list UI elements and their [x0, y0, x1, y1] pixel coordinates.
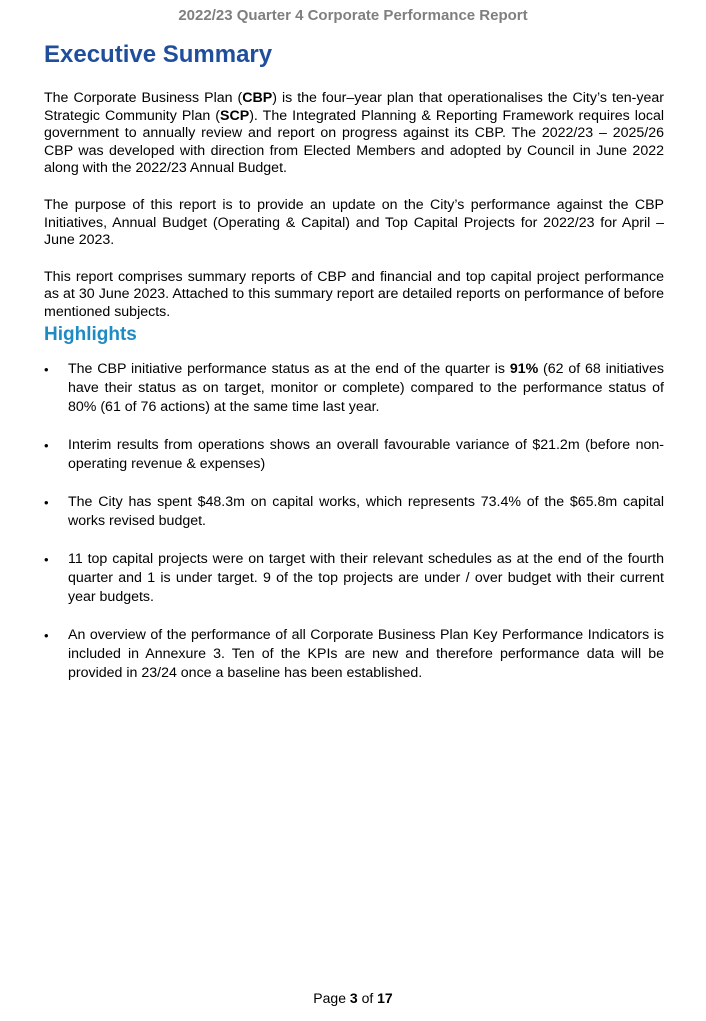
highlight-item-1 — [44, 360, 664, 417]
highlight-item-4 — [44, 550, 664, 607]
highlight-item-2 — [44, 436, 664, 474]
intro-paragraph-1 — [44, 90, 664, 178]
cbp-abbreviation: CBP — [242, 90, 273, 106]
page-word: Page — [313, 990, 346, 1006]
bullet-icon: • — [44, 362, 49, 377]
intro-p1-text-c: ) is the four–year plan that operationalises the City’s ten-year Strategic Community Plan ( — [44, 90, 664, 124]
intro-paragraph-2: The purpose of this report is to provide an update on the City’s performance against the CBP Initiatives, Annual Budget (Operating & Capital) and Top Capital Projects for 2022/23 for April – June 2023. — [44, 196, 664, 249]
highlight-4-text: 11 top capital projects were on target with their relevant schedules as at the end of the fourth quarter and 1 is under target. 9 of the top projects are under / over budget with their current year budgets. — [68, 551, 664, 605]
intro-p1-text-a: The Corporate Business Plan ( — [44, 90, 243, 106]
performance-percentage: 91% — [509, 361, 539, 377]
intro-p1-text-e: ). The Integrated Planning & Reporting Framework requires local government to annually review and report on progress against its CBP. The 2022/23 – 2025/26 CBP was developed with direction from Elected Members and adopted by Council in June 2022 along with the 2022/23 Annual Budget. — [44, 107, 664, 177]
bullet-icon: • — [44, 628, 49, 643]
highlight-2-text: Interim results from operations shows an overall favourable variance of $21.2m (before non-operating revenue & expenses) — [68, 437, 664, 472]
bullet-icon: • — [44, 495, 49, 510]
highlights-list — [44, 360, 664, 702]
highlight-3-text: The City has spent $48.3m on capital works, which represents 73.4% of the $65.8m capital works revised budget. — [68, 494, 664, 529]
highlight-1-text-c: (62 of 68 initiatives have their status as on target, monitor or complete) compared to the performance status of 80% (61 of 76 actions) at the same time last year. — [68, 361, 664, 415]
page-footer — [0, 990, 706, 1006]
current-page-number: 3 — [349, 990, 358, 1006]
bullet-icon: • — [44, 438, 49, 453]
intro-paragraph-3: This report comprises summary reports of CBP and financial and top capital project performance as at 30 June 2023. Attached to this summary report are detailed reports on performance of before mentioned subjects. — [44, 268, 664, 320]
scp-abbreviation: SCP — [220, 107, 250, 124]
page-title: Executive Summary — [44, 41, 273, 68]
intro-section — [44, 90, 664, 341]
highlight-item-3 — [44, 493, 664, 531]
highlight-5-text: An overview of the performance of all Corporate Business Plan Key Performance Indicators is included in Annexure 3. Ten of the KPIs are new and therefore performance data will be provided in 23/24 once a baseline has been established. — [68, 627, 664, 681]
of-word: of — [361, 990, 374, 1006]
running-header: 2022/23 Quarter 4 Corporate Performance Report — [178, 7, 528, 24]
highlights-heading: Highlights — [44, 324, 137, 345]
bullet-icon: • — [44, 552, 49, 567]
total-page-count: 17 — [377, 990, 393, 1006]
highlight-1-text-a: The CBP initiative performance status as at the end of the quarter is — [68, 361, 510, 377]
highlight-item-5 — [44, 626, 664, 683]
